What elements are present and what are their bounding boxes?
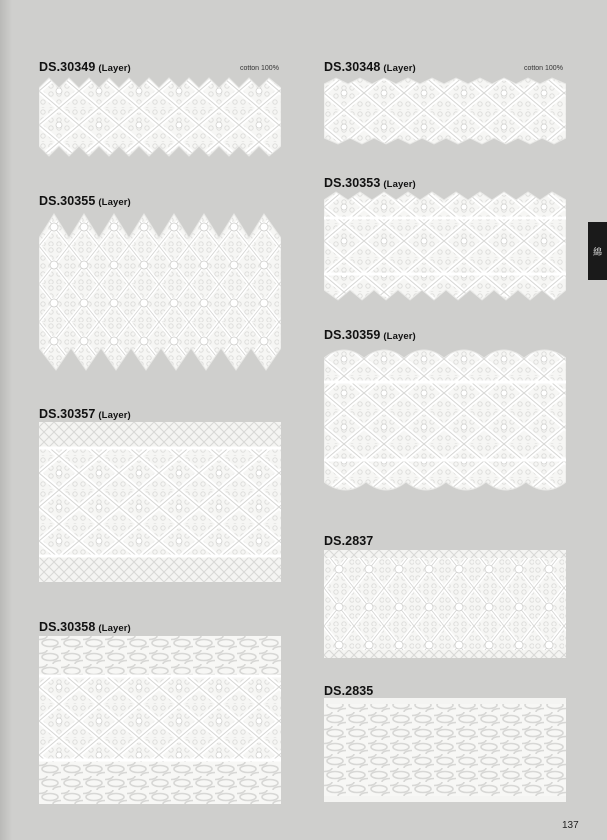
- lace-code: DS.30349: [39, 60, 96, 74]
- material-note: cotton 100%: [240, 65, 279, 72]
- lace-code: DS.30359: [324, 328, 381, 342]
- lace-label-2: [324, 60, 416, 74]
- lace-label-6: [39, 407, 131, 421]
- lace-suffix: (Layer): [98, 410, 131, 421]
- lace-code: DS.30353: [324, 176, 381, 190]
- lace-swatch-ds30353: [324, 190, 566, 302]
- lace-label-1: [39, 60, 131, 74]
- lace-code: DS.30355: [39, 194, 96, 208]
- lace-label-5: [324, 328, 416, 342]
- lace-swatch-ds30359: [324, 342, 566, 498]
- lace-suffix: (Layer): [98, 63, 131, 74]
- lace-suffix: (Layer): [383, 63, 416, 74]
- lace-swatch-ds30355: [39, 208, 281, 374]
- lace-code: DS.30358: [39, 620, 96, 634]
- lace-swatch-ds30358: [39, 636, 281, 804]
- lace-code: DS.30357: [39, 407, 96, 421]
- lace-swatch-ds2837: [324, 550, 566, 658]
- lace-suffix: (Layer): [383, 179, 416, 190]
- lace-code: DS.2837: [324, 534, 374, 548]
- lace-suffix: (Layer): [98, 197, 131, 208]
- lace-code: DS.2835: [324, 684, 374, 698]
- section-tab: 綿: [588, 222, 607, 280]
- lace-suffix: (Layer): [98, 623, 131, 634]
- lace-label-8: [39, 620, 131, 634]
- lace-label-7: [324, 534, 376, 548]
- lace-swatch-ds2835: [324, 698, 566, 802]
- lace-swatch-ds30348: [324, 76, 566, 146]
- lace-label-4: [324, 176, 416, 190]
- lace-swatch-ds30357: [39, 422, 281, 582]
- page-number: 137: [562, 820, 579, 831]
- page-gutter: [0, 0, 12, 840]
- lace-suffix: (Layer): [383, 331, 416, 342]
- lace-label-3: [39, 194, 131, 208]
- lace-label-9: [324, 684, 376, 698]
- lace-code: DS.30348: [324, 60, 381, 74]
- lace-swatch-ds30349: [39, 74, 281, 160]
- material-note: cotton 100%: [524, 65, 563, 72]
